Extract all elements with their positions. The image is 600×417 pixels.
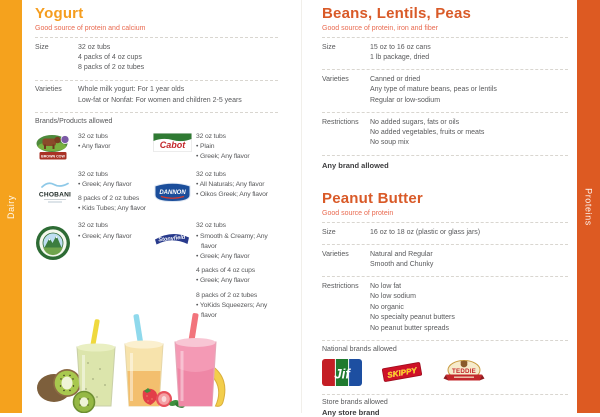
- yogurt-title: Yogurt: [35, 5, 84, 22]
- brands-allowed-header: Brands/Products allowed: [35, 112, 278, 125]
- restriction-line: No soup mix: [370, 139, 409, 147]
- brand-line: • Greek; Any flavor: [196, 253, 250, 261]
- brand-line: 32 oz tubs: [196, 222, 226, 230]
- peanut-butter-varieties-row: [322, 244, 568, 276]
- size-label: Size: [322, 43, 336, 51]
- green-mountain-logo-art: [35, 225, 71, 261]
- varieties-label: Varieties: [322, 75, 349, 83]
- brand-line: • Greek; Any flavor: [196, 277, 250, 285]
- peanut-butter-restrictions-row: [322, 276, 568, 340]
- size-line: 1 lb package, dried: [370, 53, 430, 61]
- variety-line: Regular or low-sodium: [370, 96, 441, 104]
- chobani-logo: [35, 170, 75, 206]
- proteins-tab-label: Proteins: [583, 187, 594, 226]
- brand-line: • Oikos Greek; Any flavor: [196, 191, 268, 199]
- restrictions-label: Restrictions: [322, 282, 359, 290]
- beans-size-row: [322, 37, 568, 69]
- store-brands-header: Store brands allowed: [322, 394, 568, 407]
- proteins-page: [322, 5, 568, 417]
- brand-line: 4 packs of 4 oz cups: [196, 267, 255, 275]
- beans-subtitle: Good source of protein, iron and fiber: [322, 25, 438, 32]
- store-brands-value: Any store brand: [322, 408, 380, 417]
- brand-brown-cow: [35, 132, 153, 163]
- peanut-butter-size-row: [322, 222, 568, 244]
- strawberry-smoothie-glass: [175, 313, 216, 406]
- skippy-logo: [380, 359, 424, 385]
- brand-line: • Any flavor: [78, 143, 111, 151]
- teddie-logo-text: TEDDIE: [452, 367, 476, 375]
- peanut-butter-subtitle: Good source of protein: [322, 210, 394, 218]
- brand-cabot: [153, 132, 278, 163]
- size-line: 32 oz tubs: [78, 43, 111, 51]
- green-mountain-creamery-logo: [35, 221, 75, 261]
- stonyfield-logo-text: Stonyfield: [158, 235, 186, 244]
- brand-green-mountain-creamery: [35, 221, 153, 321]
- brand-line: • Plain: [196, 143, 215, 151]
- brand-stonyfield: [153, 221, 278, 321]
- restriction-line: No added vegetables, fruits or meats: [370, 128, 485, 136]
- brand-line: • Smooth & Creamy; Any flavor: [196, 232, 268, 250]
- stonyfield-logo-art: [153, 227, 191, 247]
- brand-line: 32 oz tubs: [196, 133, 226, 141]
- varieties-label: Varieties: [322, 250, 349, 258]
- smoothies-photo: [28, 313, 246, 413]
- chobani-logo-art: [35, 180, 75, 206]
- teddie-logo: [442, 359, 486, 386]
- restriction-line: No added sugars, fats or oils: [370, 118, 460, 126]
- restriction-line: No organic: [370, 303, 404, 311]
- kiwi-slice-icon: [74, 392, 95, 413]
- brand-line: 32 oz tubs: [78, 170, 108, 178]
- brand-dannon: [153, 170, 278, 215]
- size-line: 15 oz to 16 oz cans: [370, 43, 431, 51]
- restriction-line: No peanut butter spreads: [370, 324, 449, 332]
- bear-icon: [461, 360, 468, 367]
- dannon-logo: [153, 170, 193, 203]
- variety-line: Smooth and Chunky: [370, 261, 434, 269]
- yogurt-size-row: [35, 37, 278, 80]
- proteins-section-tab: [577, 0, 600, 413]
- brand-line: 32 oz tubs: [78, 133, 108, 141]
- brand-line: 8 packs of 2 oz tubes: [196, 291, 258, 299]
- dairy-page: [35, 5, 278, 321]
- brand-line: • Greek; Any flavor: [196, 153, 250, 161]
- variety-line: Low-fat or Nonfat: For women and children 2-5 years: [78, 96, 242, 104]
- dannon-logo-art: [153, 182, 192, 203]
- moon-badge-icon: [61, 136, 69, 144]
- brand-line: • All Naturals; Any flavor: [196, 180, 265, 188]
- variety-line: Whole milk yogurt: For 1 year olds: [78, 86, 185, 94]
- skippy-logo-text: SKIPPY: [386, 365, 418, 380]
- page-seam: [301, 0, 302, 413]
- jif-logo-text: Jif: [334, 366, 350, 381]
- restriction-line: No low sodium: [370, 293, 416, 301]
- yogurt-subtitle: Good source of protein and calcium: [35, 25, 146, 32]
- jif-logo: [322, 359, 362, 386]
- brand-line: • Greek; Any flavor: [78, 232, 132, 240]
- peanut-butter-title: Peanut Butter: [322, 190, 423, 208]
- varieties-label: Varieties: [35, 86, 62, 94]
- size-label: Size: [35, 43, 49, 51]
- brown-cow-logo-art: [35, 133, 73, 161]
- dairy-tab-label: Dairy: [6, 194, 16, 219]
- dannon-logo-text: DANNON: [159, 189, 186, 196]
- brand-line: 32 oz tubs: [78, 222, 108, 230]
- variety-line: Canned or dried: [370, 75, 421, 83]
- cabot-logo: [153, 132, 193, 152]
- yogurt-varieties-row: [35, 80, 278, 112]
- stonyfield-logo: [153, 221, 193, 247]
- brown-cow-logo-text: BROWN COW: [41, 154, 65, 159]
- beans-varieties-row: [322, 69, 568, 112]
- cabot-logo-text: Cabot: [159, 140, 186, 151]
- variety-line: Natural and Regular: [370, 250, 433, 258]
- national-brands-header: National brands allowed: [322, 340, 568, 353]
- size-line: 8 packs of 2 oz tubes: [78, 64, 145, 72]
- brand-chobani: [35, 170, 153, 215]
- brown-cow-logo: [35, 132, 75, 161]
- beans-any-brand-note: Any brand allowed: [322, 155, 568, 175]
- restrictions-label: Restrictions: [322, 118, 359, 126]
- size-label: Size: [322, 228, 336, 236]
- beans-title: Beans, Lentils, Peas: [322, 5, 472, 22]
- brand-line: • Greek; Any flavor: [78, 180, 132, 188]
- cabot-logo-art: [153, 133, 192, 152]
- restriction-line: No specialty peanut butters: [370, 314, 455, 322]
- dairy-section-tab: [0, 0, 22, 413]
- national-brand-logos: [322, 359, 568, 386]
- brand-line: 32 oz tubs: [196, 170, 226, 178]
- yogurt-brand-grid: [35, 132, 278, 321]
- size-line: 16 oz to 18 oz (plastic or glass jars): [370, 228, 481, 236]
- chobani-logo-text: CHOBANI: [38, 191, 72, 199]
- size-line: 4 packs of 4 oz cups: [78, 53, 142, 61]
- brand-line: • Kids Tubes; Any flavor: [78, 205, 146, 213]
- restriction-line: No low fat: [370, 282, 402, 290]
- brand-line: 8 packs of 2 oz tubes: [78, 195, 140, 203]
- variety-line: Any type of mature beans, peas or lentils: [370, 86, 497, 94]
- beans-restrictions-row: [322, 112, 568, 155]
- brand-line: • YoKids Squeezers; Any flavor: [196, 301, 268, 320]
